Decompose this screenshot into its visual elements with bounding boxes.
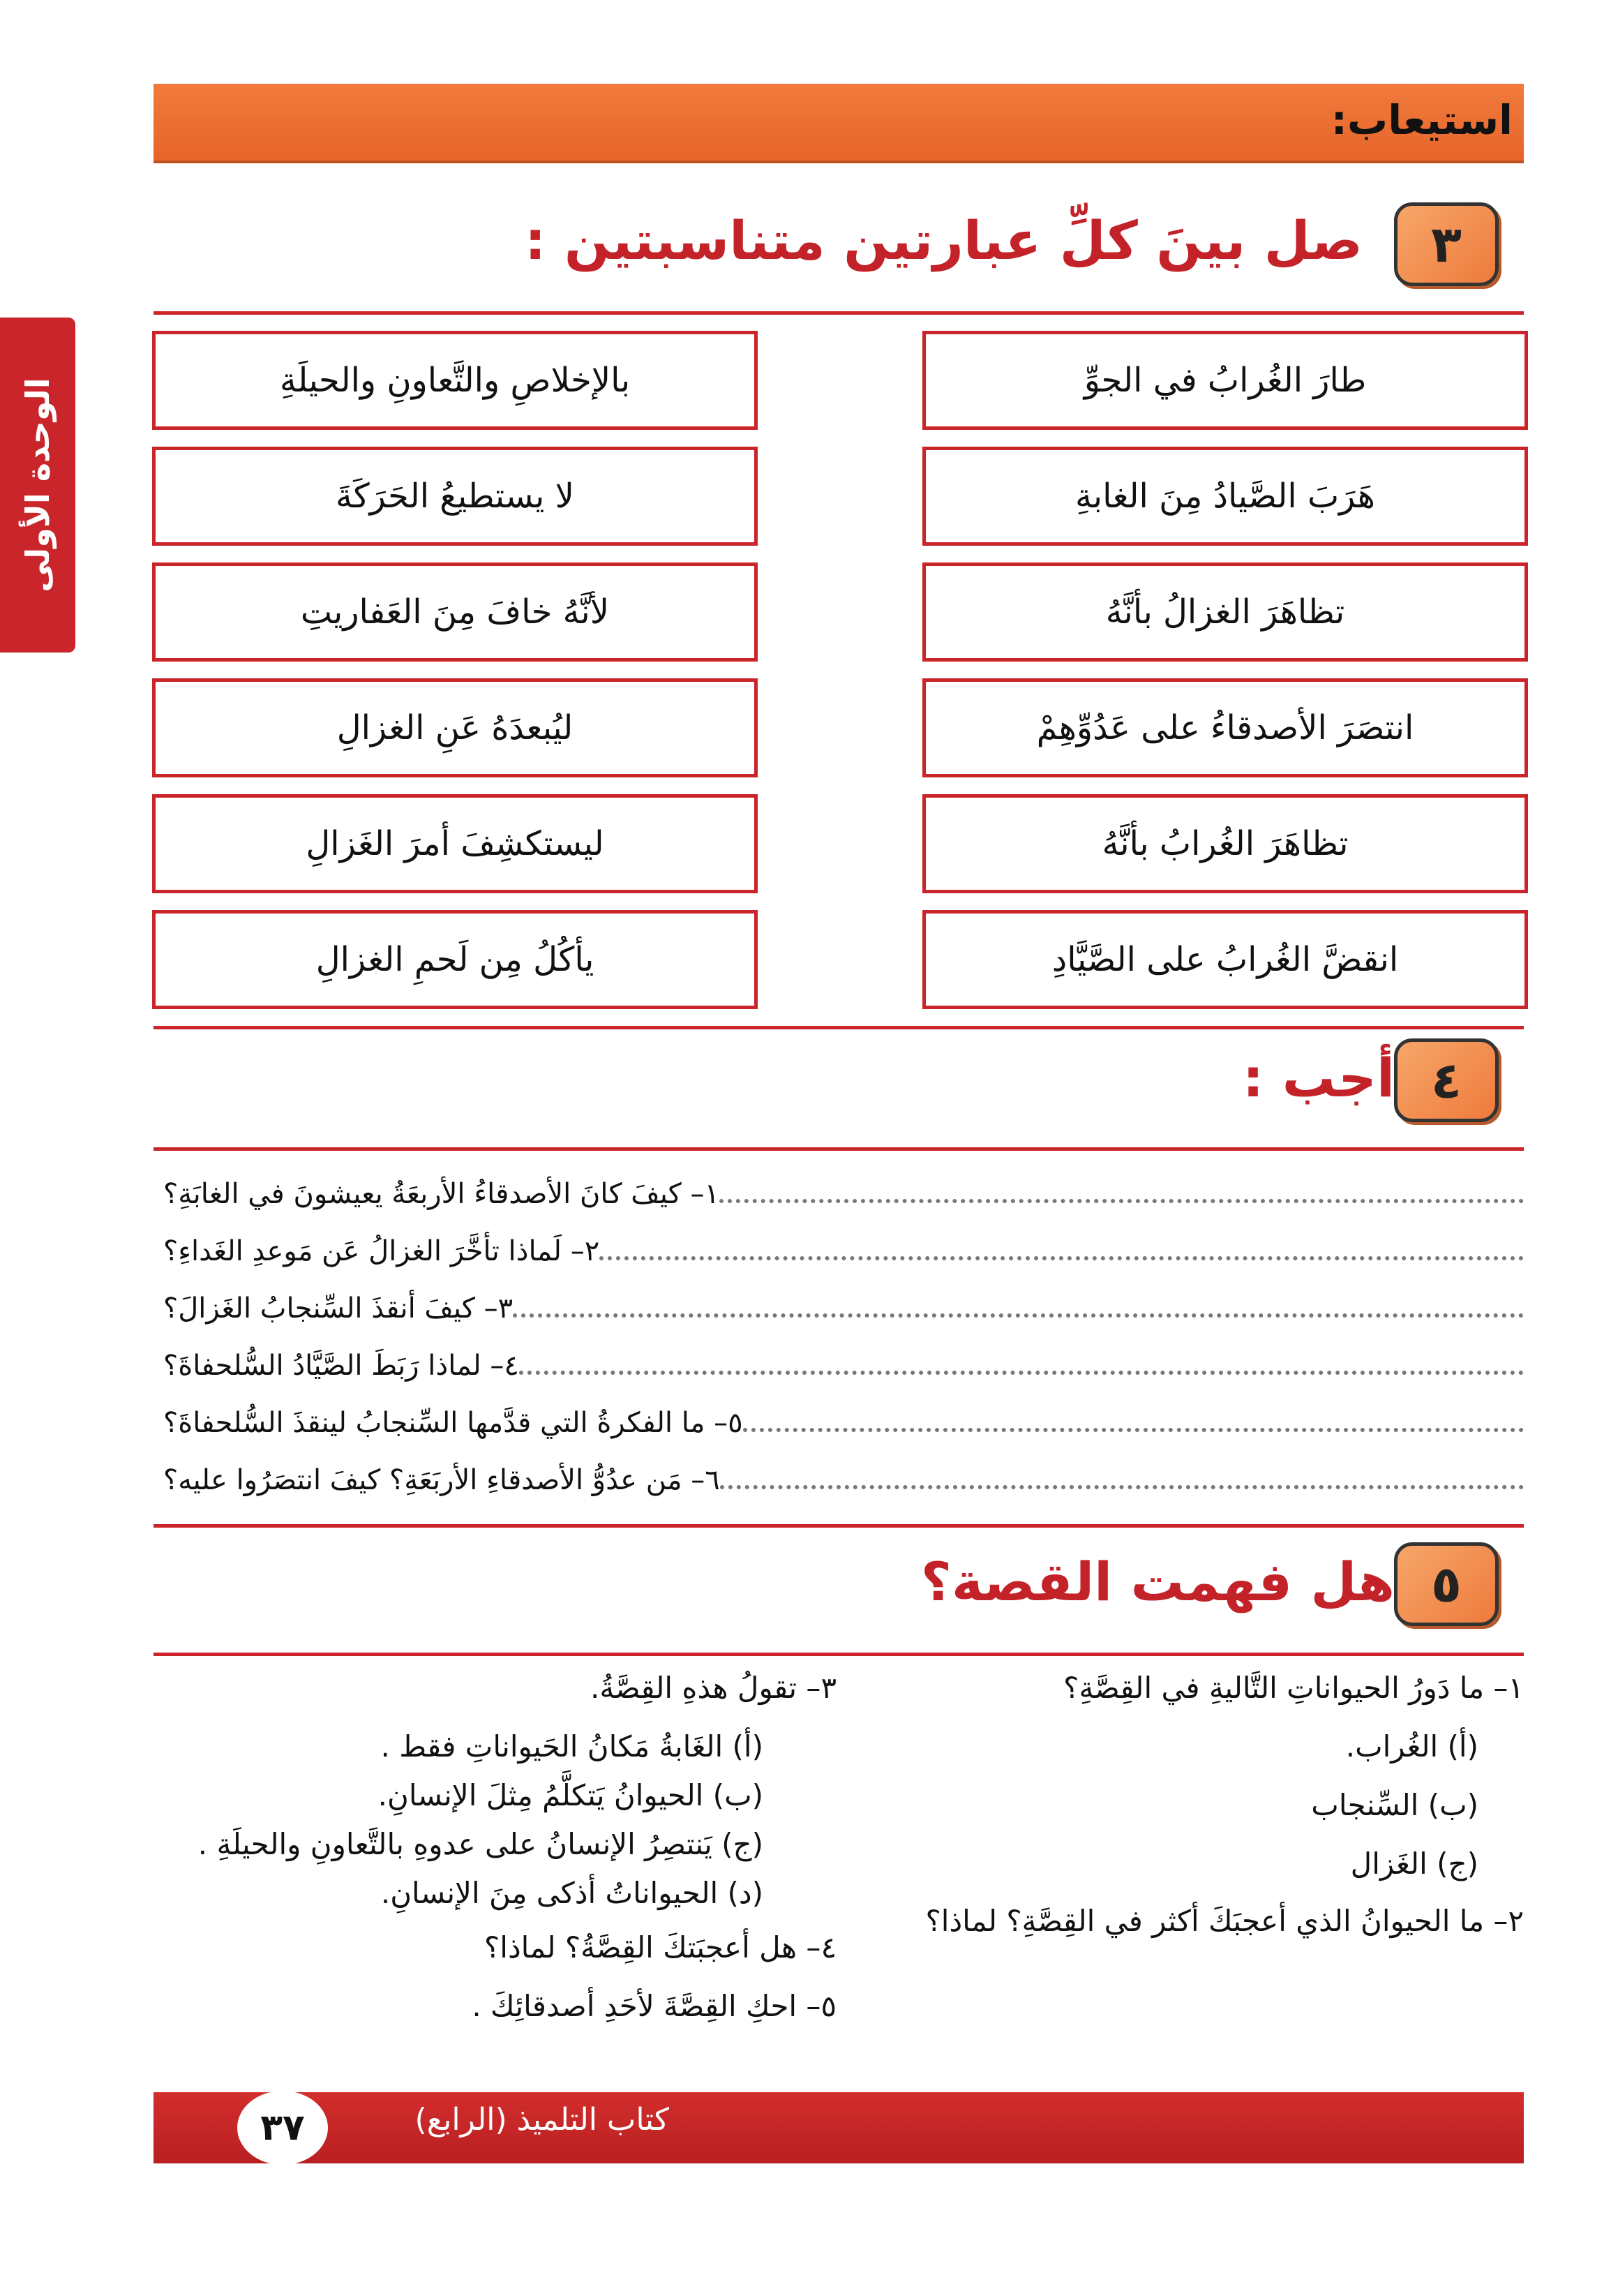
answer-blank[interactable]	[719, 1199, 1524, 1203]
match-left-box[interactable]: ليُبعدَهُ عَنِ الغزالِ	[152, 678, 758, 777]
q5-option: (ج) يَنتصِرُ الإنسانُ على عدوهِ بالتَّعاونِ والحيلَةِ .	[197, 1827, 763, 1861]
answer-blank[interactable]	[519, 1371, 1524, 1375]
match-left-box[interactable]: بالإخلاصِ والتَّعاونِ والحيلَةِ	[152, 331, 758, 430]
match-left-box[interactable]: يأكُلُ مِن لَحمِ الغزالِ	[152, 910, 758, 1009]
match-left-box[interactable]: لأنَّهُ خافَ مِنَ العَفاريتِ	[152, 562, 758, 662]
answer-blank[interactable]	[720, 1485, 1524, 1489]
q5-item: ٥– احكِ القِصَّةَ لأحَدِ أصدقائِكَ .	[472, 1989, 837, 2023]
section-3-title: صل بينَ كلِّ عبارتين متناسبتين :	[525, 209, 1363, 271]
q5-option: (أ) الغَابةُ مَكانُ الحَيواناتِ فقط .	[380, 1729, 763, 1764]
question-line[interactable]: ٥– ما الفكرةُ التي قدَّمها السِّنجابُ لينقذَ السُّلحفاةَ؟	[156, 1400, 1524, 1439]
q5-option: (ب) الحيوانُ يَتكلَّمُ مِثلَ الإنسانِ.	[377, 1778, 763, 1812]
q5-option: (ب) السِّنجاب	[1311, 1788, 1478, 1822]
match-right-box[interactable]: هَرَبَ الصَّيادُ مِنَ الغابةِ	[922, 447, 1528, 546]
q5-item: ٤– هل أعجبَتكَ القِصَّةُ؟ لماذا؟	[484, 1930, 837, 1965]
q5-option: (أ) الغُراب.	[1345, 1729, 1478, 1764]
question-line[interactable]: ٤– لماذا رَبَطَ الصَّيَّادُ السُّلحفاةَ؟	[156, 1343, 1524, 1382]
page-number: ٣٧	[237, 2091, 328, 2165]
question-line[interactable]: ٦– مَن عدُوُّ الأصدقاءِ الأربَعَةِ؟ كيفَ انتصَرُوا عليه؟	[156, 1457, 1524, 1496]
match-left-box[interactable]: لا يستطيعُ الحَرَكَةَ	[152, 447, 758, 546]
match-right-box[interactable]: تظاهَرَ الغُرابُ بأنَّهُ	[922, 794, 1528, 893]
unit-label: الوحدة الأولى	[19, 378, 57, 592]
section-4-title: أجب :	[1242, 1047, 1395, 1109]
section-4-top-rule	[153, 1026, 1524, 1029]
unit-side-tab	[0, 318, 75, 653]
question-line[interactable]: ٢– لَماذا تأخَّرَ الغزالُ عَن مَوعدِ الغَداءِ؟	[156, 1228, 1524, 1267]
question-line[interactable]: ١– كيفَ كانَ الأصدقاءُ الأربعَةُ يعيشونَ في الغابَةِ؟	[156, 1171, 1524, 1210]
section-5-title: هل فهمت القصة؟	[920, 1551, 1395, 1613]
section-3-rule	[153, 311, 1524, 315]
section-4-rule	[153, 1147, 1524, 1151]
footer-bar	[153, 2092, 1524, 2163]
answer-blank[interactable]	[599, 1256, 1524, 1260]
match-right-box[interactable]: انتصَرَ الأصدقاءُ على عَدُوِّهِمْ	[922, 678, 1528, 777]
match-left-box[interactable]: ليستكشِفَ أمرَ الغَزالِ	[152, 794, 758, 893]
q5-item: ٢– ما الحيوانُ الذي أعجبَكَ أكثر في القِصَّةِ؟ لماذا؟	[925, 1904, 1524, 1938]
answer-blank[interactable]	[513, 1313, 1524, 1318]
match-right-box[interactable]: انقضَّ الغُرابُ على الصَّيَّادِ	[922, 910, 1528, 1009]
q5-option: (ج) الغَزال	[1350, 1847, 1478, 1881]
section-4-badge: ٤	[1394, 1038, 1499, 1122]
section-5-rule	[153, 1653, 1524, 1656]
section-5-top-rule	[153, 1524, 1524, 1528]
match-right-box[interactable]: تظاهَرَ الغزالُ بأنَّهُ	[922, 562, 1528, 662]
q5-item: ١– ما دَورُ الحيواناتِ التَّاليةِ في القِصَّةِ؟	[1063, 1671, 1524, 1705]
section-5-badge: ٥	[1394, 1542, 1499, 1626]
match-right-box[interactable]: طارَ الغُرابُ في الجوِّ	[922, 331, 1528, 430]
q5-item: ٣– تقولُ هذهِ القِصَّةُ.	[590, 1671, 837, 1705]
section-header-bar	[153, 84, 1524, 163]
q5-option: (د) الحيواناتُ أذكى مِنَ الإنسانِ.	[380, 1876, 763, 1910]
question-line[interactable]: ٣– كيفَ أنقذَ السِّنجابُ الغَزالَ؟	[156, 1285, 1524, 1325]
book-title: كتاب التلميذ (الرابع)	[414, 2102, 669, 2138]
section-3-badge: ٣	[1394, 202, 1499, 286]
answer-blank[interactable]	[743, 1428, 1524, 1432]
header-title: استيعاب:	[1331, 96, 1513, 144]
